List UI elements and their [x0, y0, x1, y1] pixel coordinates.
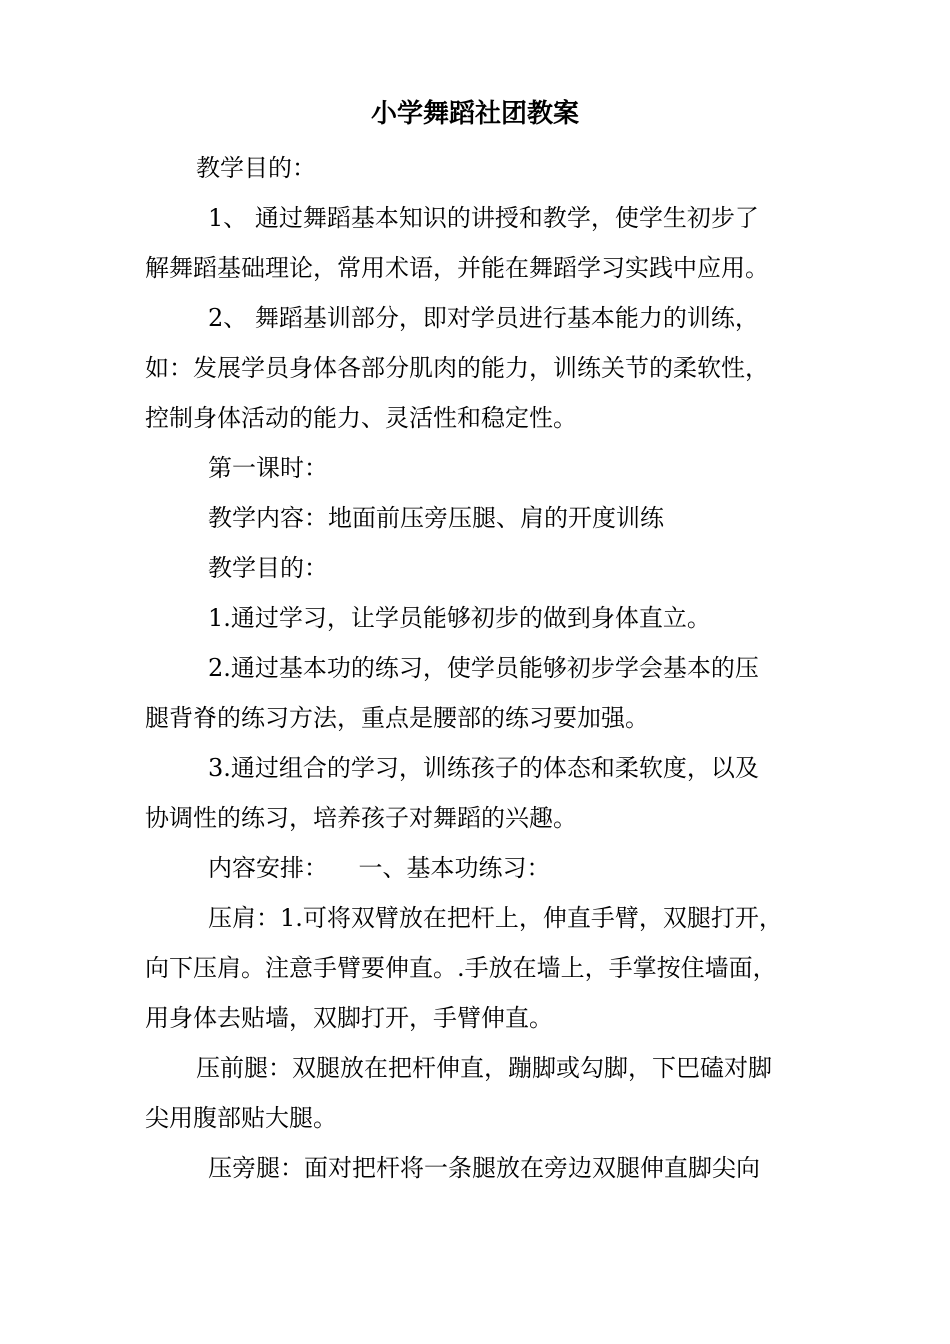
paragraph-line: 1.通过学习，让学员能够初步的做到身体直立。 [208, 604, 711, 632]
paragraph-line: 教学内容：地面前压旁压腿、肩的开度训练 [208, 504, 664, 532]
paragraph-line: 腿背脊的练习方法，重点是腰部的练习要加强。 [145, 704, 649, 732]
paragraph-line: 内容安排： 一、基本功练习： [208, 854, 551, 882]
paragraph-line: 向下压肩。注意手臂要伸直。.手放在墙上，手掌按住墙面， [145, 954, 777, 982]
paragraph-line: 协调性的练习，培养孩子对舞蹈的兴趣。 [145, 804, 577, 832]
paragraph-line: 第一课时： [208, 454, 328, 482]
paragraph-line: 控制身体活动的能力、灵活性和稳定性。 [145, 404, 577, 432]
paragraph-line: 教学目的： [196, 154, 316, 182]
paragraph-line: 教学目的： [208, 554, 328, 582]
paragraph-line: 压旁腿：面对把杆将一条腿放在旁边双腿伸直脚尖向 [208, 1154, 760, 1182]
paragraph-line: 压肩：1.可将双臂放在把杆上，伸直手臂，双腿打开， [208, 904, 783, 932]
paragraph-line: 用身体去贴墙，双脚打开，手臂伸直。 [145, 1004, 553, 1032]
paragraph-line: 2.通过基本功的练习，使学员能够初步学会基本的压 [208, 654, 759, 682]
document-title: 小学舞蹈社团教案 [370, 99, 579, 129]
paragraph-line: 2、 舞蹈基训部分，即对学员进行基本能力的训练， [208, 304, 759, 332]
paragraph-line: 解舞蹈基础理论，常用术语，并能在舞蹈学习实践中应用。 [145, 254, 769, 282]
paragraph-line: 压前腿：双腿放在把杆伸直，蹦脚或勾脚，下巴磕对脚 [196, 1054, 772, 1082]
paragraph-line: 3.通过组合的学习，训练孩子的体态和柔软度，以及 [208, 754, 759, 782]
paragraph-line: 1、 通过舞蹈基本知识的讲授和教学，使学生初步了 [208, 204, 759, 232]
paragraph-line: 尖用腹部贴大腿。 [145, 1104, 337, 1132]
paragraph-line: 如：发展学员身体各部分肌肉的能力，训练关节的柔软性， [145, 354, 769, 382]
